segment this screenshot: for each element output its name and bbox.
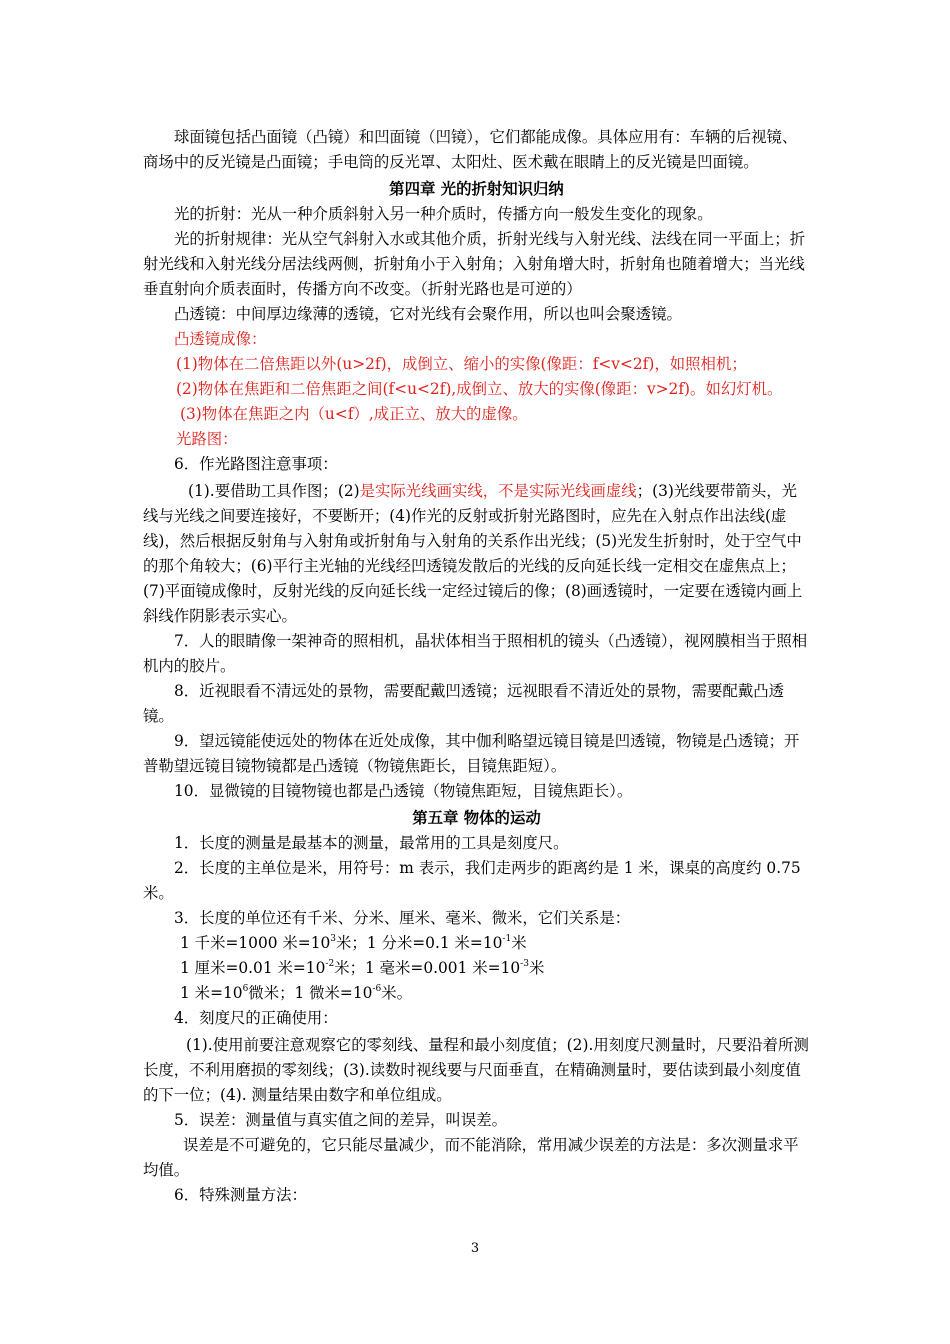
unit-equation-1 bbox=[143, 931, 810, 956]
ray-diagram-heading: 光路图： bbox=[176, 430, 238, 448]
refraction-law: 光的折射规律：光从空气斜射入水或其他介质，折射光线与入射光线、法线在同一平面上；折射光线和入射光线分居法线两侧，折射角小于入射角；入射角增大时，折射角也随着增大；当光线垂直射向介质表面时，传播方向不改变。（折射光路也是可逆的） bbox=[143, 230, 806, 298]
item10-microscope: 10．显微镜的目镜物镜也都是凸透镜（物镜焦距短，目镜焦距长）。 bbox=[174, 782, 633, 800]
item6-part-c: ；(3)光线要带箭头，光线与光线之间要连接好，不要断开；(4)作光的反射或折射光路图时，应先在入射点作出法线(虚线)，然后根据反射角与入射角或折射角与入射角的关系作出光线；(5)光发生折射时，处于空气中的那个角较大；(6)平行主光轴的光线经凹透镜发散后的光线的反向延长线一定相交在虚焦点上；(7)平面镜成像时，反射光线的反向延长线一定经过镜后的像；(8)画透镜时，一定要在透镜内画上斜线作阴影表示实心。 bbox=[143, 482, 803, 625]
ch5-item4-body: (1).使用前要注意观察它的零刻线、量程和最小刻度值；(2).用刻度尺测量时，尺要沿着所测长度，不利用磨损的零刻线；(3).读数时视线要与尺面垂直，在精确测量时，要估读到最小刻度值的下一位；(4). 测量结果由数字和单位组成。 bbox=[143, 1036, 809, 1104]
eq1-part-a: 1 千米=1000 米=10 bbox=[180, 934, 331, 952]
eq1-exp-1: 3 bbox=[330, 933, 337, 944]
item8-glasses: 8．近视眼看不清远处的景物，需要配戴凹透镜；远视眼看不清近处的景物，需要配戴凸透镜。 bbox=[143, 682, 785, 725]
eq1-exp-2: -1 bbox=[502, 933, 512, 944]
eq2-exp-2: -3 bbox=[520, 958, 529, 969]
ch5-item5: 5．误差：测量值与真实值之间的差异，叫误差。 bbox=[174, 1111, 507, 1129]
item6-body bbox=[143, 479, 810, 629]
ch5-item1: 1．长度的测量是最基本的测量，最常用的工具是刻度尺。 bbox=[174, 834, 569, 852]
chapter5-heading: 第五章 物体的运动 bbox=[412, 809, 541, 827]
ch5-item2: 2．长度的主单位是米，用符号：m 表示，我们走两步的距离约是 1 米，课桌的高度约 0.75 米。 bbox=[143, 859, 801, 902]
lens-imaging-case-2: (2)物体在焦距和二倍焦距之间(f<u<2f),成倒立、放大的实像(像距：v>2f)。如幻灯机。 bbox=[176, 380, 783, 398]
eq2-part-a: 1 厘米=0.01 米=10 bbox=[180, 959, 326, 977]
item6-highlight: 是实际光线画实线，不是实际光线画虚线 bbox=[359, 482, 637, 500]
item6-part-a: (1).要借助工具作图；(2) bbox=[188, 482, 360, 500]
ch5-item5-note: 误差是不可避免的，它只能尽量减少，而不能消除，常用减少误差的方法是：多次测量求平均值。 bbox=[143, 1136, 799, 1179]
page-number: 3 bbox=[470, 1241, 480, 1256]
item6-title: 6．作光路图注意事项： bbox=[174, 455, 338, 473]
item7-eye: 7．人的眼睛像一架神奇的照相机，晶状体相当于照相机的镜头（凸透镜），视网膜相当于照相机内的胶片。 bbox=[143, 632, 808, 675]
page-content bbox=[143, 125, 810, 1208]
eq2-part-c: 米 bbox=[528, 959, 545, 977]
eq3-part-a: 1 米=10 bbox=[180, 984, 243, 1002]
lens-imaging-heading: 凸透镜成像： bbox=[174, 330, 267, 348]
eq2-exp-1: -2 bbox=[325, 958, 335, 969]
eq2-part-b: 米；1 毫米=0.001 米=10 bbox=[334, 959, 521, 977]
convex-lens-definition: 凸透镜：中间厚边缘薄的透镜，它对光线有会聚作用，所以也叫会聚透镜。 bbox=[174, 305, 682, 323]
eq3-part-b: 微米；1 微米=10 bbox=[248, 984, 373, 1002]
eq1-part-c: 米 bbox=[511, 934, 527, 952]
intro-paragraph: 球面镜包括凸面镜（凸镜）和凹面镜（凹镜），它们都能成像。具体应用有：车辆的后视镜、商场中的反光镜是凸面镜；手电筒的反光罩、太阳灶、医术戴在眼睛上的反光镜是凹面镜。 bbox=[143, 128, 798, 171]
eq3-exp-1: 6 bbox=[242, 983, 249, 994]
eq3-exp-2: -6 bbox=[372, 983, 382, 994]
eq1-part-b: 米；1 分米=0.1 米=10 bbox=[336, 934, 503, 952]
unit-equation-2 bbox=[143, 956, 810, 981]
lens-imaging-case-3: (3)物体在焦距之内（u<f）,成正立、放大的虚像。 bbox=[180, 405, 528, 423]
chapter4-heading: 第四章 光的折射知识归纳 bbox=[389, 180, 564, 198]
refraction-definition: 光的折射：光从一种介质斜射入另一种介质时，传播方向一般发生变化的现象。 bbox=[174, 205, 713, 223]
ch5-item3: 3．长度的单位还有千米、分米、厘米、毫米、微米，它们关系是： bbox=[174, 909, 631, 927]
lens-imaging-case-1: (1)物体在二倍焦距以外(u>2f)，成倒立、缩小的实像(像距：f<v<2f)，如照相机； bbox=[176, 355, 747, 373]
ch5-item6: 6．特殊测量方法： bbox=[174, 1186, 307, 1204]
unit-equation-3 bbox=[143, 981, 810, 1006]
ch5-item4-title: 4．刻度尺的正确使用： bbox=[174, 1009, 338, 1027]
item9-telescope: 9．望远镜能使远处的物体在近处成像，其中伽利略望远镜目镜是凹透镜，物镜是凸透镜；开普勒望远镜目镜物镜都是凸透镜（物镜焦距长，目镜焦距短）。 bbox=[143, 732, 800, 775]
eq3-part-c: 米。 bbox=[381, 984, 412, 1002]
